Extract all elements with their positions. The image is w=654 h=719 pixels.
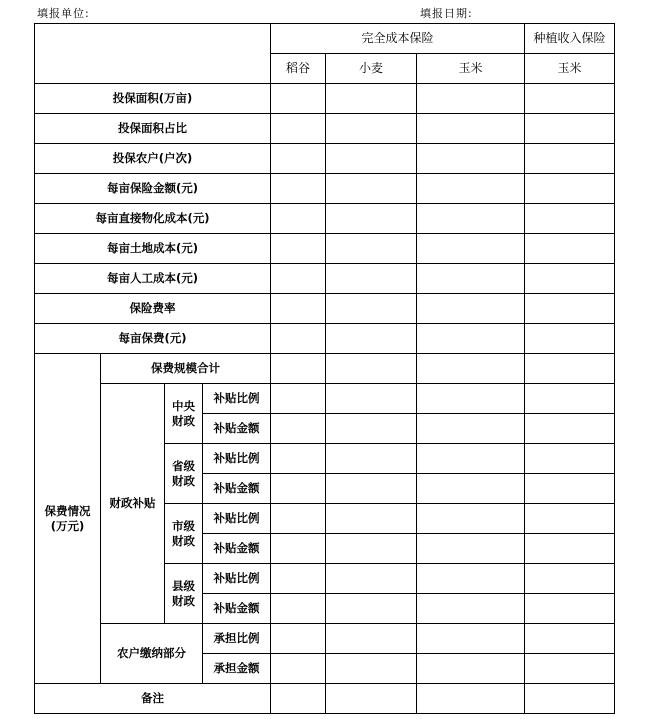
input-cell[interactable] bbox=[417, 444, 525, 474]
fill-date-label: 填报日期: bbox=[420, 7, 473, 20]
input-cell[interactable] bbox=[525, 624, 615, 654]
input-cell[interactable] bbox=[417, 264, 525, 294]
input-cell[interactable] bbox=[525, 114, 615, 144]
input-cell[interactable] bbox=[326, 174, 417, 204]
input-cell[interactable] bbox=[271, 564, 326, 594]
input-cell[interactable] bbox=[417, 594, 525, 624]
input-cell[interactable] bbox=[525, 294, 615, 324]
input-cell[interactable] bbox=[417, 504, 525, 534]
level-label-line1: 省级 bbox=[172, 458, 195, 473]
input-cell[interactable] bbox=[417, 204, 525, 234]
group-header-planting-income: 种植收入保险 bbox=[525, 24, 615, 54]
input-cell[interactable] bbox=[326, 204, 417, 234]
input-cell[interactable] bbox=[326, 504, 417, 534]
crop-header-corn: 玉米 bbox=[417, 54, 525, 84]
input-cell[interactable] bbox=[326, 654, 417, 684]
input-cell[interactable] bbox=[417, 114, 525, 144]
row-label-insured-area: 投保面积(万亩) bbox=[35, 84, 271, 114]
input-cell[interactable] bbox=[525, 564, 615, 594]
input-cell[interactable] bbox=[525, 84, 615, 114]
input-cell[interactable] bbox=[271, 174, 326, 204]
provincial-finance-label bbox=[165, 444, 203, 504]
level-label-line2: 财政 bbox=[172, 593, 195, 608]
input-cell[interactable] bbox=[326, 324, 417, 354]
row-label-insured-area-ratio: 投保面积占比 bbox=[35, 114, 271, 144]
input-cell[interactable] bbox=[417, 654, 525, 684]
bear-amount-label: 承担金额 bbox=[203, 654, 271, 684]
input-cell[interactable] bbox=[525, 264, 615, 294]
input-cell[interactable] bbox=[525, 504, 615, 534]
input-cell[interactable] bbox=[417, 414, 525, 444]
level-label-line1: 市级 bbox=[172, 518, 195, 533]
input-cell[interactable] bbox=[525, 444, 615, 474]
input-cell[interactable] bbox=[417, 174, 525, 204]
input-cell[interactable] bbox=[271, 444, 326, 474]
subsidy-amount-label: 补贴金额 bbox=[203, 534, 271, 564]
input-cell[interactable] bbox=[326, 414, 417, 444]
input-cell[interactable] bbox=[326, 264, 417, 294]
subsidy-amount-label: 补贴金额 bbox=[203, 474, 271, 504]
fill-unit-label: 填报单位: bbox=[37, 7, 90, 20]
municipal-finance-label bbox=[165, 504, 203, 564]
input-cell[interactable] bbox=[271, 204, 326, 234]
subsidy-amount-label: 补贴金额 bbox=[203, 414, 271, 444]
input-cell[interactable] bbox=[271, 534, 326, 564]
input-cell[interactable] bbox=[326, 234, 417, 264]
row-label-total-premium: 保费规模合计 bbox=[101, 354, 271, 384]
fiscal-subsidy-label: 财政补贴 bbox=[101, 384, 165, 624]
crop-header-corn-income: 玉米 bbox=[525, 54, 615, 84]
input-cell[interactable] bbox=[271, 594, 326, 624]
input-cell[interactable] bbox=[326, 594, 417, 624]
input-cell[interactable] bbox=[326, 444, 417, 474]
input-cell[interactable] bbox=[525, 594, 615, 624]
input-cell[interactable] bbox=[525, 534, 615, 564]
input-cell[interactable] bbox=[525, 324, 615, 354]
subsidy-ratio-label: 补贴比例 bbox=[203, 504, 271, 534]
subsidy-ratio-label: 补贴比例 bbox=[203, 384, 271, 414]
level-label-line2: 财政 bbox=[172, 533, 195, 548]
row-label-insured-amount: 每亩保险金额(元) bbox=[35, 174, 271, 204]
input-cell[interactable] bbox=[326, 564, 417, 594]
input-cell[interactable] bbox=[417, 474, 525, 504]
input-cell[interactable] bbox=[271, 624, 326, 654]
input-cell[interactable] bbox=[326, 534, 417, 564]
input-cell[interactable] bbox=[271, 144, 326, 174]
input-cell[interactable] bbox=[271, 294, 326, 324]
input-cell[interactable] bbox=[271, 504, 326, 534]
premium-section-label bbox=[35, 354, 101, 684]
level-label-line2: 财政 bbox=[172, 413, 195, 428]
input-cell[interactable] bbox=[326, 684, 417, 714]
level-label-line1: 中央 bbox=[172, 398, 195, 413]
input-cell[interactable] bbox=[525, 144, 615, 174]
row-label-premium-per-mu: 每亩保费(元) bbox=[35, 324, 271, 354]
central-finance-label bbox=[165, 384, 203, 444]
input-cell[interactable] bbox=[525, 414, 615, 444]
input-cell[interactable] bbox=[525, 204, 615, 234]
input-cell[interactable] bbox=[525, 474, 615, 504]
input-cell[interactable] bbox=[417, 534, 525, 564]
input-cell[interactable] bbox=[417, 144, 525, 174]
insurance-report-table bbox=[34, 23, 615, 714]
subsidy-ratio-label: 补贴比例 bbox=[203, 564, 271, 594]
row-label-land-cost: 每亩土地成本(元) bbox=[35, 234, 271, 264]
input-cell[interactable] bbox=[417, 294, 525, 324]
row-label-insured-farmers: 投保农户(户次) bbox=[35, 144, 271, 174]
row-label-premium-rate: 保险费率 bbox=[35, 294, 271, 324]
input-cell[interactable] bbox=[271, 384, 326, 414]
premium-section-label-line1: 保费情况 bbox=[44, 503, 91, 518]
subsidy-amount-label: 补贴金额 bbox=[203, 594, 271, 624]
input-cell[interactable] bbox=[271, 474, 326, 504]
input-cell[interactable] bbox=[417, 324, 525, 354]
input-cell[interactable] bbox=[326, 84, 417, 114]
input-cell[interactable] bbox=[417, 564, 525, 594]
input-cell[interactable] bbox=[326, 354, 417, 384]
input-cell[interactable] bbox=[525, 234, 615, 264]
crop-header-rice: 稻谷 bbox=[271, 54, 326, 84]
farmer-payment-label: 农户缴纳部分 bbox=[101, 624, 203, 684]
level-label-line1: 县级 bbox=[172, 578, 195, 593]
input-cell[interactable] bbox=[271, 114, 326, 144]
input-cell[interactable] bbox=[525, 654, 615, 684]
row-label-material-cost: 每亩直接物化成本(元) bbox=[35, 204, 271, 234]
input-cell[interactable] bbox=[417, 624, 525, 654]
input-cell[interactable] bbox=[417, 384, 525, 414]
input-cell[interactable] bbox=[271, 354, 326, 384]
premium-section-label-line2: (万元) bbox=[50, 518, 85, 533]
level-label-line2: 财政 bbox=[172, 473, 195, 488]
group-header-complete-cost: 完全成本保险 bbox=[271, 24, 525, 54]
input-cell[interactable] bbox=[271, 234, 326, 264]
input-cell[interactable] bbox=[525, 174, 615, 204]
input-cell[interactable] bbox=[326, 384, 417, 414]
input-cell[interactable] bbox=[417, 84, 525, 114]
input-cell[interactable] bbox=[417, 684, 525, 714]
input-cell[interactable] bbox=[525, 684, 615, 714]
input-cell[interactable] bbox=[326, 624, 417, 654]
corner-cell bbox=[35, 24, 271, 84]
row-label-remarks: 备注 bbox=[35, 684, 271, 714]
input-cell[interactable] bbox=[417, 234, 525, 264]
input-cell[interactable] bbox=[271, 84, 326, 114]
input-cell[interactable] bbox=[271, 324, 326, 354]
input-cell[interactable] bbox=[326, 114, 417, 144]
county-finance-label bbox=[165, 564, 203, 624]
input-cell[interactable] bbox=[271, 414, 326, 444]
input-cell[interactable] bbox=[326, 144, 417, 174]
crop-header-wheat: 小麦 bbox=[326, 54, 417, 84]
input-cell[interactable] bbox=[271, 684, 326, 714]
input-cell[interactable] bbox=[525, 354, 615, 384]
input-cell[interactable] bbox=[326, 294, 417, 324]
input-cell[interactable] bbox=[525, 384, 615, 414]
input-cell[interactable] bbox=[326, 474, 417, 504]
row-label-labor-cost: 每亩人工成本(元) bbox=[35, 264, 271, 294]
input-cell[interactable] bbox=[271, 654, 326, 684]
subsidy-ratio-label: 补贴比例 bbox=[203, 444, 271, 474]
input-cell[interactable] bbox=[417, 354, 525, 384]
bear-ratio-label: 承担比例 bbox=[203, 624, 271, 654]
input-cell[interactable] bbox=[271, 264, 326, 294]
